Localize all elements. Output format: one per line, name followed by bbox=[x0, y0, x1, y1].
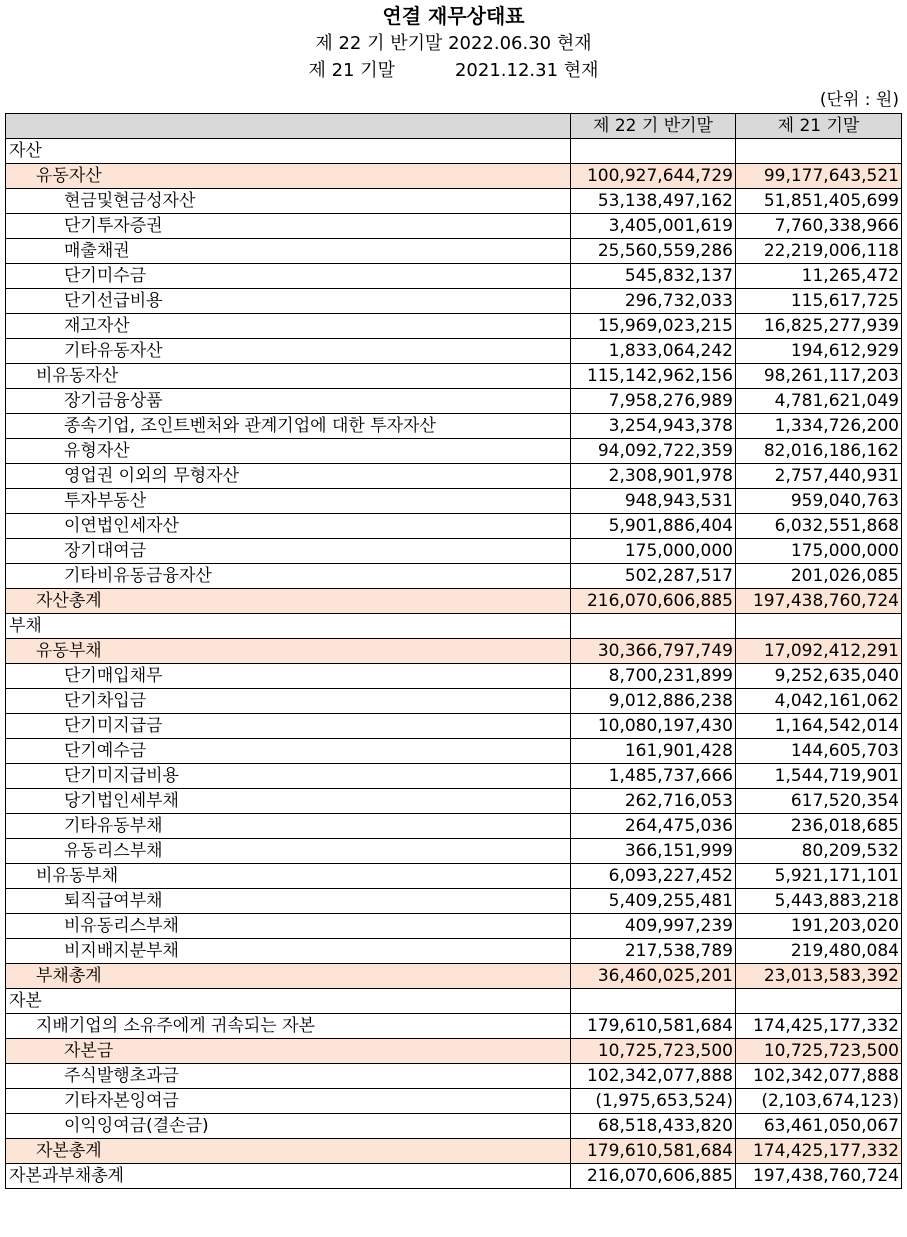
prior-value: 99,177,643,521 bbox=[736, 164, 902, 189]
table-row bbox=[6, 814, 902, 839]
table-row bbox=[6, 139, 902, 164]
table-row bbox=[6, 489, 902, 514]
account-label: 자본과부채총계 bbox=[6, 1164, 571, 1189]
prior-value: 4,042,161,062 bbox=[736, 689, 902, 714]
prior-value: 236,018,685 bbox=[736, 814, 902, 839]
account-label: 주식발행초과금 bbox=[6, 1064, 571, 1089]
account-label: 자본 bbox=[6, 989, 571, 1014]
current-value: 366,151,999 bbox=[571, 839, 736, 864]
account-label: 단기매입채무 bbox=[6, 664, 571, 689]
prior-value: 175,000,000 bbox=[736, 539, 902, 564]
current-value: 53,138,497,162 bbox=[571, 189, 736, 214]
current-value bbox=[571, 614, 736, 639]
table-row bbox=[6, 1114, 902, 1139]
table-row bbox=[6, 164, 902, 189]
current-value: 94,092,722,359 bbox=[571, 439, 736, 464]
prior-value bbox=[736, 139, 902, 164]
table-row bbox=[6, 214, 902, 239]
table-row bbox=[6, 389, 902, 414]
prior-value: 102,342,077,888 bbox=[736, 1064, 902, 1089]
table-row bbox=[6, 714, 902, 739]
current-value: 5,409,255,481 bbox=[571, 889, 736, 914]
balance-sheet-table bbox=[5, 113, 902, 1189]
table-row bbox=[6, 1039, 902, 1064]
account-label: 종속기업, 조인트벤처와 관계기업에 대한 투자자산 bbox=[6, 414, 571, 439]
current-value: 296,732,033 bbox=[571, 289, 736, 314]
account-label: 현금및현금성자산 bbox=[6, 189, 571, 214]
account-label: 장기금융상품 bbox=[6, 389, 571, 414]
period-current: 제 22 기 반기말 2022.06.30 현재 bbox=[315, 33, 592, 54]
table-row bbox=[6, 889, 902, 914]
current-value: 216,070,606,885 bbox=[571, 1164, 736, 1189]
account-label: 유형자산 bbox=[6, 439, 571, 464]
current-value bbox=[571, 139, 736, 164]
prior-value: 959,040,763 bbox=[736, 489, 902, 514]
table-row bbox=[6, 264, 902, 289]
table-row bbox=[6, 589, 902, 614]
prior-value: 201,026,085 bbox=[736, 564, 902, 589]
prior-value: 5,921,171,101 bbox=[736, 864, 902, 889]
period-prior-date: 2021.12.31 현재 bbox=[454, 60, 599, 81]
current-value: 1,485,737,666 bbox=[571, 764, 736, 789]
current-value: 2,308,901,978 bbox=[571, 464, 736, 489]
prior-value bbox=[736, 989, 902, 1014]
prior-value: 197,438,760,724 bbox=[736, 589, 902, 614]
account-label: 자본금 bbox=[6, 1039, 571, 1064]
current-value: 100,927,644,729 bbox=[571, 164, 736, 189]
current-value: 25,560,559,286 bbox=[571, 239, 736, 264]
current-value: 217,538,789 bbox=[571, 939, 736, 964]
account-label: 비유동리스부채 bbox=[6, 914, 571, 939]
current-value: 948,943,531 bbox=[571, 489, 736, 514]
current-value: 30,366,797,749 bbox=[571, 639, 736, 664]
current-value bbox=[571, 989, 736, 1014]
current-value: 3,405,001,619 bbox=[571, 214, 736, 239]
table-body bbox=[6, 139, 902, 1189]
prior-value: 7,760,338,966 bbox=[736, 214, 902, 239]
prior-value: 17,092,412,291 bbox=[736, 639, 902, 664]
current-value: 179,610,581,684 bbox=[571, 1014, 736, 1039]
current-value: 545,832,137 bbox=[571, 264, 736, 289]
account-label: 기타자본잉여금 bbox=[6, 1089, 571, 1114]
unit-label: (단위 : 원) bbox=[819, 90, 899, 110]
table-row bbox=[6, 939, 902, 964]
prior-value: 191,203,020 bbox=[736, 914, 902, 939]
current-value: 9,012,886,238 bbox=[571, 689, 736, 714]
table-row bbox=[6, 614, 902, 639]
account-label: 단기차입금 bbox=[6, 689, 571, 714]
table-row bbox=[6, 764, 902, 789]
table-row bbox=[6, 1089, 902, 1114]
table-row bbox=[6, 989, 902, 1014]
account-label: 기타유동부채 bbox=[6, 814, 571, 839]
current-value: 68,518,433,820 bbox=[571, 1114, 736, 1139]
current-value: 8,700,231,899 bbox=[571, 664, 736, 689]
prior-value: 2,757,440,931 bbox=[736, 464, 902, 489]
account-label: 자산총계 bbox=[6, 589, 571, 614]
account-label: 자산 bbox=[6, 139, 571, 164]
table-row bbox=[6, 364, 902, 389]
current-value: 179,610,581,684 bbox=[571, 1139, 736, 1164]
prior-value: 197,438,760,724 bbox=[736, 1164, 902, 1189]
current-value: 216,070,606,885 bbox=[571, 589, 736, 614]
prior-value: (2,103,674,123) bbox=[736, 1089, 902, 1114]
table-row bbox=[6, 1064, 902, 1089]
table-row bbox=[6, 439, 902, 464]
current-value: 409,997,239 bbox=[571, 914, 736, 939]
account-label: 기타유동자산 bbox=[6, 339, 571, 364]
account-label: 재고자산 bbox=[6, 314, 571, 339]
account-label: 이연법인세자산 bbox=[6, 514, 571, 539]
account-label: 단기투자증권 bbox=[6, 214, 571, 239]
account-label: 비유동자산 bbox=[6, 364, 571, 389]
prior-value: 1,544,719,901 bbox=[736, 764, 902, 789]
current-value: 502,287,517 bbox=[571, 564, 736, 589]
table-row bbox=[6, 964, 902, 989]
table-header-row bbox=[6, 114, 902, 139]
account-label: 부채총계 bbox=[6, 964, 571, 989]
table-row bbox=[6, 1164, 902, 1189]
current-value: 7,958,276,989 bbox=[571, 389, 736, 414]
prior-value: 10,725,723,500 bbox=[736, 1039, 902, 1064]
table-row bbox=[6, 839, 902, 864]
current-value: 15,969,023,215 bbox=[571, 314, 736, 339]
prior-value: 80,209,532 bbox=[736, 839, 902, 864]
current-value: 10,080,197,430 bbox=[571, 714, 736, 739]
prior-value: 16,825,277,939 bbox=[736, 314, 902, 339]
prior-value: 219,480,084 bbox=[736, 939, 902, 964]
account-label: 당기법인세부채 bbox=[6, 789, 571, 814]
account-label: 단기미지급비용 bbox=[6, 764, 571, 789]
current-value: 102,342,077,888 bbox=[571, 1064, 736, 1089]
table-row bbox=[6, 1014, 902, 1039]
account-label: 지배기업의 소유주에게 귀속되는 자본 bbox=[6, 1014, 571, 1039]
period-prior bbox=[0, 58, 907, 84]
table-row bbox=[6, 339, 902, 364]
table-row bbox=[6, 789, 902, 814]
account-label: 유동리스부채 bbox=[6, 839, 571, 864]
account-label: 퇴직급여부채 bbox=[6, 889, 571, 914]
current-value: 115,142,962,156 bbox=[571, 364, 736, 389]
prior-value: 82,016,186,162 bbox=[736, 439, 902, 464]
current-value: 175,000,000 bbox=[571, 539, 736, 564]
account-label: 투자부동산 bbox=[6, 489, 571, 514]
account-label: 단기예수금 bbox=[6, 739, 571, 764]
prior-value bbox=[736, 614, 902, 639]
prior-value: 144,605,703 bbox=[736, 739, 902, 764]
current-value: 6,093,227,452 bbox=[571, 864, 736, 889]
account-label: 기타비유동금융자산 bbox=[6, 564, 571, 589]
current-value: 3,254,943,378 bbox=[571, 414, 736, 439]
table-row bbox=[6, 414, 902, 439]
table-row bbox=[6, 864, 902, 889]
prior-value: 6,032,551,868 bbox=[736, 514, 902, 539]
account-label: 비유동부채 bbox=[6, 864, 571, 889]
table-row bbox=[6, 1139, 902, 1164]
table-row bbox=[6, 239, 902, 264]
period-prior-label: 제 21 기말 bbox=[308, 60, 395, 81]
table-row bbox=[6, 689, 902, 714]
prior-value: 9,252,635,040 bbox=[736, 664, 902, 689]
account-label: 부채 bbox=[6, 614, 571, 639]
account-label: 단기선급비용 bbox=[6, 289, 571, 314]
account-label: 장기대여금 bbox=[6, 539, 571, 564]
header-account bbox=[6, 114, 571, 139]
table-row bbox=[6, 189, 902, 214]
prior-value: 98,261,117,203 bbox=[736, 364, 902, 389]
account-label: 영업권 이외의 무형자산 bbox=[6, 464, 571, 489]
account-label: 유동자산 bbox=[6, 164, 571, 189]
header-prior: 제 21 기말 bbox=[736, 114, 902, 139]
current-value: 264,475,036 bbox=[571, 814, 736, 839]
prior-value: 23,013,583,392 bbox=[736, 964, 902, 989]
current-value: 36,460,025,201 bbox=[571, 964, 736, 989]
current-value: 161,901,428 bbox=[571, 739, 736, 764]
table-row bbox=[6, 464, 902, 489]
account-label: 자본총계 bbox=[6, 1139, 571, 1164]
current-value: 1,833,064,242 bbox=[571, 339, 736, 364]
current-value: 10,725,723,500 bbox=[571, 1039, 736, 1064]
prior-value: 1,164,542,014 bbox=[736, 714, 902, 739]
prior-value: 4,781,621,049 bbox=[736, 389, 902, 414]
prior-value: 115,617,725 bbox=[736, 289, 902, 314]
current-value: 262,716,053 bbox=[571, 789, 736, 814]
table-row bbox=[6, 664, 902, 689]
current-value: 5,901,886,404 bbox=[571, 514, 736, 539]
table-row bbox=[6, 564, 902, 589]
prior-value: 5,443,883,218 bbox=[736, 889, 902, 914]
table-row bbox=[6, 739, 902, 764]
prior-value: 22,219,006,118 bbox=[736, 239, 902, 264]
prior-value: 11,265,472 bbox=[736, 264, 902, 289]
table-row bbox=[6, 314, 902, 339]
account-label: 유동부채 bbox=[6, 639, 571, 664]
prior-value: 174,425,177,332 bbox=[736, 1014, 902, 1039]
account-label: 단기미수금 bbox=[6, 264, 571, 289]
prior-value: 63,461,050,067 bbox=[736, 1114, 902, 1139]
prior-value: 174,425,177,332 bbox=[736, 1139, 902, 1164]
current-value: (1,975,653,524) bbox=[571, 1089, 736, 1114]
account-label: 비지배지분부채 bbox=[6, 939, 571, 964]
prior-value: 1,334,726,200 bbox=[736, 414, 902, 439]
account-label: 이익잉여금(결손금) bbox=[6, 1114, 571, 1139]
prior-value: 617,520,354 bbox=[736, 789, 902, 814]
page-title: 연결 재무상태표 bbox=[382, 4, 525, 28]
table-row bbox=[6, 514, 902, 539]
header-current: 제 22 기 반기말 bbox=[571, 114, 736, 139]
account-label: 단기미지급금 bbox=[6, 714, 571, 739]
prior-value: 51,851,405,699 bbox=[736, 189, 902, 214]
table-row bbox=[6, 639, 902, 664]
table-row bbox=[6, 289, 902, 314]
table-row bbox=[6, 914, 902, 939]
table-row bbox=[6, 539, 902, 564]
prior-value: 194,612,929 bbox=[736, 339, 902, 364]
account-label: 매출채권 bbox=[6, 239, 571, 264]
